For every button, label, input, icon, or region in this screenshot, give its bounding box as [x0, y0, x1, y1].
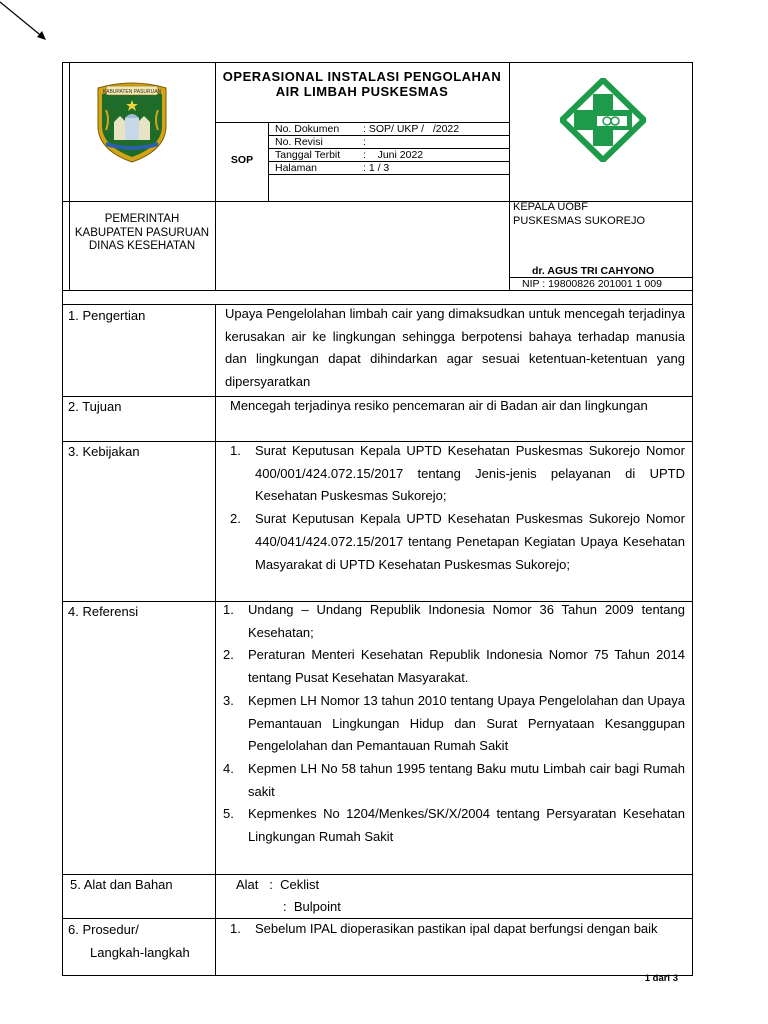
- kepala-puskesmas: PUSKESMAS SUKOREJO: [513, 215, 646, 227]
- document-title: OPERASIONAL INSTALASI PENGOLAHAN AIR LIMBAH PUSKESMAS: [222, 69, 502, 99]
- list-item: 3. Kepmen LH Nomor 13 tahun 2010 tentang Upaya Pengelolahan dan Upaya Pemantauan Lingkungan Hidup dan Surat Pernyataan Kesanggupan Pengelolahan dan Pemantauan Rumah Sakit: [223, 692, 685, 754]
- kepala-title: KEPALA UOBF: [513, 201, 588, 213]
- section-tujuan-text: Mencegah terjadinya resiko pencemaran air di Badan air dan lingkungan: [230, 398, 648, 413]
- alat-line-1: Alat : Ceklist: [236, 877, 320, 892]
- meta-no-dokumen-value: : SOP/ UKP / /2022: [363, 123, 460, 135]
- list-item: 1. Sebelum IPAL dioperasikan pastikan ipal dapat berfungsi dengan baik: [230, 921, 658, 936]
- meta-halaman-value: : 1 / 3: [363, 162, 390, 174]
- section-referensi-label: 4. Referensi: [68, 604, 139, 619]
- meta-halaman-label: Halaman: [275, 162, 318, 174]
- prosedur-list: [230, 918, 685, 941]
- section-kebijakan-label: 3. Kebijakan: [68, 444, 140, 459]
- svg-text:KABUPATEN PASURUAN: KABUPATEN PASURUAN: [102, 89, 162, 95]
- referensi-list: [223, 599, 685, 849]
- list-item: 2. Surat Keputusan Kepala UPTD Kesehatan Puskesmas Sukorejo Nomor 440/041/424.072.15/2017 tentang Penetapan Kegiatan Upaya Kesehatan Masyarakat di UPTD Kesehatan Puskesmas Sukorejo;: [230, 511, 685, 572]
- section-tujuan-label: 2. Tujuan: [68, 399, 122, 414]
- meta-tanggal-terbit-value: : Juni 2022: [363, 149, 424, 161]
- meta-no-revisi-label: No. Revisi: [275, 136, 323, 148]
- meta-tanggal-terbit-label: Tanggal Terbit: [275, 149, 341, 161]
- list-item: 5. Kepmenkes No 1204/Menkes/SK/X/2004 tentang Persyaratan Kesehatan Lingkungan Rumah Sakit: [223, 806, 685, 845]
- alat-line-2: : Bulpoint: [283, 899, 341, 914]
- puskesmas-logo: [560, 78, 646, 162]
- section-prosedur-label: 6. Prosedur/: [68, 922, 139, 937]
- list-item: 2. Peraturan Menteri Kesehatan Republik Indonesia Nomor 75 Tahun 2014 tentang Pusat Kesehatan Masyarakat.: [223, 647, 685, 686]
- section-pengertian-text: Upaya Pengelolahan limbah cair yang dimaksudkan untuk mencegah terjadinya kerusakan air ke lingkungan sehingga berpotensi bahaya terhadap manusia dan lingkungan dapat dihindarkan agar sesuai ketentuan-ketentuan yang dipersyaratkan: [225, 306, 685, 390]
- section-pengertian-label: 1. Pengertian: [68, 308, 146, 323]
- sop-label: SOP: [230, 154, 254, 166]
- pemerintah-text: PEMERINTAH KABUPATEN PASURUAN DINAS KESEHATAN: [74, 213, 210, 252]
- corner-arrow-mark: [0, 0, 60, 50]
- section-prosedur-label-2: Langkah-langkah: [90, 945, 190, 960]
- meta-no-revisi-value: :: [363, 136, 366, 148]
- list-item: 1. Undang – Undang Republik Indonesia Nomor 36 Tahun 2009 tentang Kesehatan;: [223, 602, 685, 640]
- section-alat-label: 5. Alat dan Bahan: [70, 877, 173, 892]
- signer-nip: NIP : 19800826 201001 1 009: [522, 278, 662, 290]
- meta-no-dokumen-label: No. Dokumen: [275, 123, 340, 135]
- pasuruan-regency-emblem: [92, 80, 172, 164]
- signer-name: dr. AGUS TRI CAHYONO: [532, 265, 655, 277]
- page-number: 1 dari 3: [644, 973, 678, 984]
- list-item: 1. Surat Keputusan Kepala UPTD Kesehatan Puskesmas Sukorejo Nomor 400/001/424.072.15/2017 tentang Jenis-jenis pelayanan di UPTD Kesehatan Puskesmas Sukorejo;: [230, 443, 685, 504]
- kebijakan-list: [230, 440, 685, 576]
- list-item: 4. Kepmen LH No 58 tahun 1995 tentang Baku mutu Limbah cair bagi Rumah sakit: [223, 760, 685, 799]
